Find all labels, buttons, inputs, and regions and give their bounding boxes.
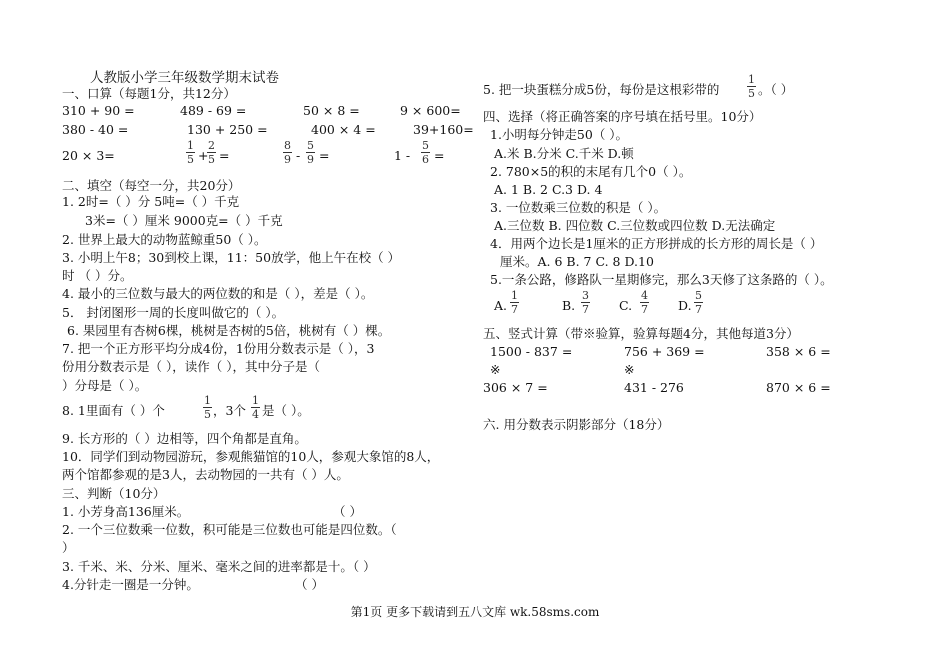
fill-q2: 2. 世界上最大的动物蓝鲸重50（ ）。 bbox=[62, 232, 267, 247]
fraction: 1 5 bbox=[204, 394, 211, 421]
oral-calc-2: 489 - 69 = bbox=[180, 103, 247, 118]
fraction: 3 7 bbox=[582, 289, 589, 316]
judge-q3: 3. 千米、米、分米、厘米、毫米之间的进率都是十。（ ） bbox=[62, 559, 376, 574]
fraction: 2 5 bbox=[208, 139, 215, 166]
judge-q5-prefix: 5. 把一块蛋糕分成5份，每份是这根彩带的 bbox=[483, 82, 720, 97]
choice-q4-line2: 厘米。A. 6 B. 7 C. 8 D.10 bbox=[500, 254, 654, 269]
vertical-calc-2: 756 + 369 = bbox=[624, 344, 705, 359]
judge-q4: 4.分针走一圈是一分钟。 bbox=[62, 577, 199, 592]
fraction: 5 7 bbox=[695, 289, 702, 316]
fill-q9: 9. 长方形的（ ）边相等，四个角都是直角。 bbox=[62, 431, 307, 446]
fill-q8-prefix: 8. 1里面有（ ）个 bbox=[62, 403, 165, 418]
choice-q5-option-b: B. bbox=[562, 298, 576, 313]
equals-sign: = bbox=[319, 148, 330, 163]
oral-calc-6: 130 + 250 = bbox=[187, 122, 268, 137]
minus-sign: - bbox=[296, 148, 301, 163]
choice-q5-option-d: D. bbox=[678, 298, 692, 313]
plus-sign: + bbox=[198, 148, 209, 163]
choice-q1: 1.小明每分钟走50（ ）。 bbox=[490, 127, 629, 142]
vertical-calc-1: 1500 - 837 = bbox=[490, 344, 573, 359]
oral-calc-4: 9 × 600= bbox=[400, 103, 461, 118]
fraction: 8 9 bbox=[284, 139, 291, 166]
oral-calc-1: 310 + 90 = bbox=[62, 103, 135, 118]
fraction: 5 6 bbox=[422, 139, 429, 166]
fill-q6: 6. 果园里有杏树6棵，桃树是杏树的5倍，桃树有（ ）棵。 bbox=[67, 323, 391, 338]
fill-q4: 4. 最小的三位数与最大的两位数的和是（ ），差是（ ）。 bbox=[62, 286, 374, 301]
fraction: 4 7 bbox=[641, 289, 648, 316]
fill-q10-line1: 10．同学们到动物园游玩，参观熊猫馆的10人，参观大象馆的8人， bbox=[62, 449, 440, 464]
fill-q1-line1: 1. 2时=（ ）分 5吨=（ ）千克 bbox=[62, 194, 240, 209]
equals-sign: = bbox=[219, 148, 230, 163]
oral-calc-5: 380 - 40 = bbox=[62, 122, 129, 137]
fraction: 1 4 bbox=[252, 394, 259, 421]
section-6-header: 六. 用分数表示阴影部分（18分） bbox=[483, 417, 670, 432]
section-2-header: 二、填空（每空一分，共20分） bbox=[62, 178, 241, 193]
check-mark: ※ bbox=[624, 362, 635, 377]
choice-q1-options: A.米 B.分米 C.千米 D.顿 bbox=[494, 146, 634, 161]
fill-q7-line2: 份用分数表示是（ ），读作（ ），其中分子是（ bbox=[62, 359, 320, 374]
judge-q1: 1. 小芳身高136厘米。 bbox=[62, 504, 190, 519]
choice-q2-options: A. 1 B. 2 C.3 D. 4 bbox=[494, 182, 603, 197]
fill-q10-line2: 两个馆都参观的是3人，去动物园的一共有（ ）人。 bbox=[62, 467, 349, 482]
judge-q2-line2: ） bbox=[62, 540, 75, 555]
choice-q5-option-c: C. bbox=[619, 298, 633, 313]
exam-title: 人教版小学三年级数学期末试卷 bbox=[90, 70, 279, 86]
fill-q8-suffix: 是（ ）。 bbox=[262, 403, 310, 418]
section-4-header: 四、选择（将正确答案的序号填在括号里。10分） bbox=[483, 109, 762, 124]
fill-q8-middle: ，3个 bbox=[213, 403, 246, 418]
fraction: 1 5 bbox=[187, 139, 194, 166]
judge-q5-suffix: 。（ ） bbox=[758, 82, 794, 97]
page-footer: 第1页 更多下载请到五八文库 wk.58sms.com bbox=[350, 605, 600, 619]
fill-q3-line1: 3. 小明上午8；30到校上课，11：50放学，他上午在校（ ） bbox=[62, 250, 401, 265]
choice-q5: 5.一条公路，修路队一星期修完，那么3天修了这条路的（ ）。 bbox=[490, 272, 833, 287]
section-3-header: 三、判断（10分） bbox=[62, 486, 166, 501]
fraction: 1 5 bbox=[748, 73, 755, 100]
fill-q5: 5． 封闭图形一周的长度叫做它的（ ）。 bbox=[62, 305, 285, 320]
choice-q4-line1: 4．用两个边长是1厘米的正方形拼成的长方形的周长是（ ） bbox=[490, 236, 823, 251]
section-1-header: 一、口算（每题1分，共12分） bbox=[62, 86, 236, 101]
oral-calc-8: 39+160= bbox=[413, 122, 474, 137]
oral-calc-7: 400 × 4 = bbox=[311, 122, 376, 137]
equals-sign: = bbox=[434, 148, 445, 163]
fill-q7-line3: ）分母是（ ）。 bbox=[62, 378, 148, 393]
choice-q3-options: A.三位数 B. 四位数 C.三位数或四位数 D.无法确定 bbox=[494, 218, 776, 233]
fraction: 1 7 bbox=[511, 289, 518, 316]
fill-q3-line2: 时 （ ）分。 bbox=[62, 268, 133, 283]
vertical-calc-5: 431 - 276 bbox=[624, 380, 684, 395]
fill-q1-line2: 3米=（ ）厘米 9000克=（ ）千克 bbox=[85, 213, 283, 228]
oral-calc-9: 20 × 3= bbox=[62, 148, 115, 163]
fill-q7-line1: 7. 把一个正方形平均分成4份，1份用分数表示是（ ），3 bbox=[62, 341, 375, 356]
check-mark: ※ bbox=[490, 362, 501, 377]
one-minus: 1 - bbox=[394, 148, 411, 163]
section-5-header: 五、竖式计算（带※验算，验算每题4分，其他每道3分） bbox=[483, 326, 799, 341]
choice-q5-option-a: A. bbox=[494, 298, 508, 313]
judge-q4-paren: （ ） bbox=[295, 577, 324, 592]
choice-q2: 2. 780×5的积的末尾有几个0（ ）。 bbox=[490, 164, 692, 179]
oral-calc-3: 50 × 8 = bbox=[303, 103, 360, 118]
choice-q3: 3. 一位数乘三位数的积是（ ）。 bbox=[490, 200, 667, 215]
vertical-calc-4: 306 × 7 = bbox=[483, 380, 548, 395]
judge-q2-line1: 2. 一个三位数乘一位数，积可能是三位数也可能是四位数。（ bbox=[62, 522, 397, 537]
vertical-calc-3: 358 × 6 = bbox=[766, 344, 831, 359]
judge-q1-paren: （ ） bbox=[333, 504, 362, 519]
vertical-calc-6: 870 × 6 = bbox=[766, 380, 831, 395]
fraction: 5 9 bbox=[307, 139, 314, 166]
